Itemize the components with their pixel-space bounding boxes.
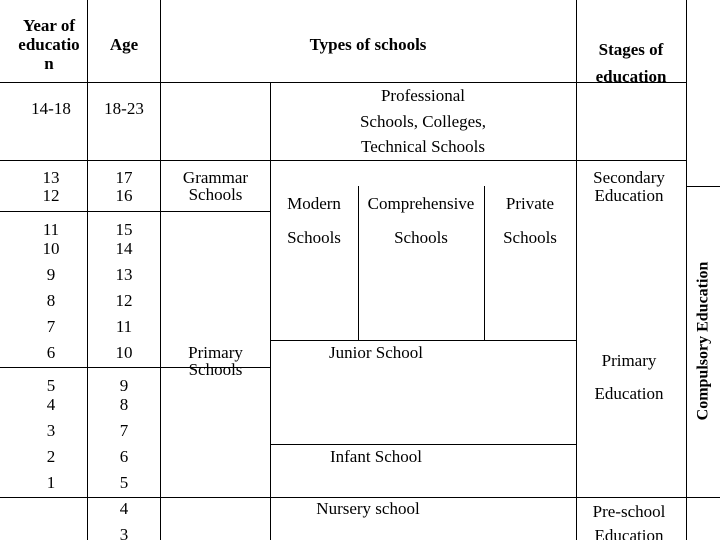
professional-schools	[270, 83, 576, 160]
year-cell: 12	[42, 186, 60, 205]
age-cell: 7	[119, 421, 129, 440]
grid-line	[686, 497, 720, 498]
grid-line	[0, 160, 270, 161]
age-cell: 16	[115, 186, 133, 205]
year-cell: 3	[46, 421, 56, 440]
age-cell: 17	[115, 168, 133, 187]
compulsory-education-label: Compulsory Education	[694, 261, 712, 421]
grammar-line2: Schools	[188, 185, 243, 204]
age-cell: 11	[115, 317, 133, 336]
year-cell: 5	[46, 376, 56, 395]
grid-line	[270, 340, 576, 341]
header-year	[0, 16, 98, 73]
year-cell: 7	[46, 317, 56, 336]
grid-line	[270, 444, 576, 445]
header-stages	[576, 36, 686, 90]
professional-line2: Schools, Colleges,	[359, 111, 487, 131]
grid-line	[576, 497, 686, 498]
grammar-schools	[161, 169, 270, 203]
age-cell: 12	[115, 291, 133, 310]
professional-line1: Professional	[380, 86, 466, 105]
year-cell: 8	[46, 291, 56, 310]
grid-line	[576, 160, 686, 161]
grid-line	[0, 497, 270, 498]
age-cell: 14	[115, 239, 133, 258]
header-year-line1: Year of	[22, 16, 76, 35]
preschool-education	[576, 500, 682, 540]
age-cell: 10	[115, 343, 133, 362]
professional-line3: Technical Schools	[361, 137, 485, 156]
modern-line1: Modern	[287, 194, 341, 213]
age-cell: 3	[119, 525, 129, 540]
age-cell: 4	[119, 499, 129, 518]
primary-education	[576, 344, 682, 410]
private-schools	[484, 187, 576, 255]
primary-schools-line2: Schools	[188, 360, 243, 379]
header-year-line3: n	[44, 54, 54, 73]
header-stages-line2: education	[595, 67, 667, 86]
age-cell: 8	[119, 395, 129, 414]
grid-line	[270, 497, 576, 498]
year-cell: 10	[42, 239, 60, 258]
year-cell: 14-18	[31, 99, 71, 118]
grammar-line1: Grammar	[182, 168, 249, 187]
junior-school: Junior School	[329, 343, 423, 362]
modern-line2: Schools	[287, 228, 341, 247]
header-stages-line1: Stages of	[598, 40, 664, 59]
secondary-line2: Education	[594, 186, 664, 205]
year-cell: 11	[42, 220, 60, 239]
year-cell: 6	[46, 343, 56, 362]
modern-schools	[270, 187, 358, 255]
header-age: Age	[109, 35, 139, 54]
comprehensive-schools	[358, 187, 484, 255]
age-cell: 18-23	[104, 99, 144, 118]
preschool-line2: Education	[594, 526, 664, 540]
private-line2: Schools	[503, 228, 557, 247]
age-cell: 6	[119, 447, 129, 466]
grid-line	[686, 186, 720, 187]
age-cell: 15	[115, 220, 133, 239]
year-cell: 13	[42, 168, 60, 187]
secondary-line1: Secondary	[593, 168, 665, 187]
grid-line	[270, 160, 576, 161]
primary-education-line2: Education	[594, 384, 664, 403]
nursery-school: Nursery school	[316, 499, 420, 518]
age-cell: 13	[115, 265, 133, 284]
primary-schools-line1: Primary	[188, 343, 243, 362]
grid-line	[0, 211, 270, 212]
year-cell: 9	[46, 265, 56, 284]
grid-line	[160, 0, 161, 540]
preschool-line1: Pre-school	[592, 502, 666, 521]
header-year-line2: educatio	[18, 35, 80, 54]
secondary-education	[576, 169, 682, 205]
grid-line	[686, 0, 687, 540]
private-line1: Private	[505, 194, 555, 213]
age-cell: 9	[119, 376, 129, 395]
year-cell: 1	[46, 473, 56, 492]
comprehensive-line1: Comprehensive	[367, 194, 475, 213]
comprehensive-line2: Schools	[394, 228, 448, 247]
year-cell: 4	[46, 395, 56, 414]
header-types: Types of schools	[309, 35, 427, 54]
primary-schools	[161, 344, 270, 378]
age-cell: 5	[119, 473, 129, 492]
infant-school: Infant School	[329, 447, 423, 466]
year-cell: 2	[46, 447, 56, 466]
primary-education-line1: Primary	[601, 351, 657, 370]
